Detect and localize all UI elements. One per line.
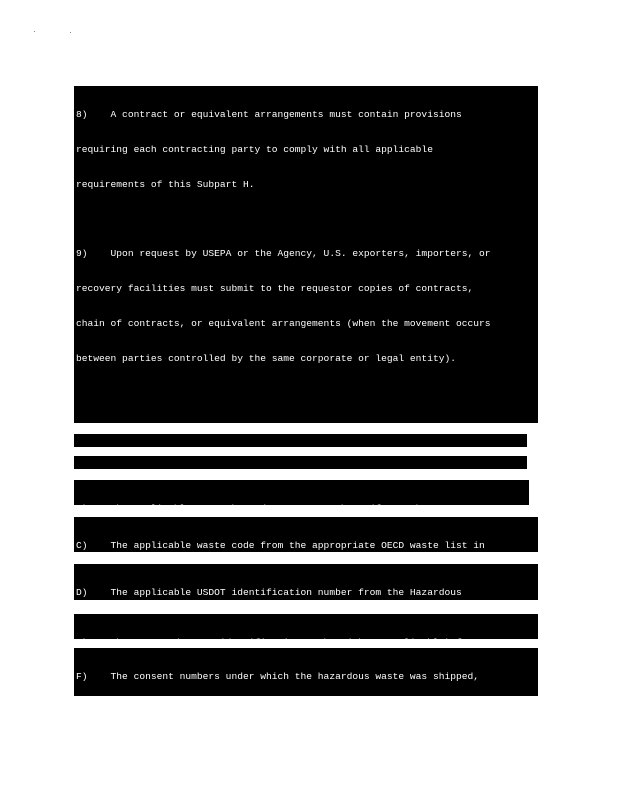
- item-f-line: F) The consent numbers under which the hazardous waste was shipped,: [76, 671, 480, 683]
- text-block-item-b: [74, 480, 529, 505]
- item-c-line: C) The applicable waste code from the appropriate OECD waste list in: [76, 540, 485, 552]
- text-block-item-c: [74, 517, 538, 552]
- para-9-line: 9) Upon request by USEPA or the Agency, U.S. exporters, importers, or: [76, 248, 491, 260]
- scan-speck: [70, 32, 71, 33]
- para-9-line: recovery facilities must submit to the requestor copies of contracts,: [76, 283, 474, 295]
- text-block-item-4: [74, 434, 527, 447]
- scan-speck: [34, 31, 35, 32]
- text-block-item-e: [74, 614, 538, 639]
- para-8-line: 8) A contract or equivalent arrangements must contain provisions: [76, 109, 462, 121]
- item-b-line: [76, 503, 526, 505]
- paragraph-gap: [76, 387, 535, 399]
- text-block-main: [74, 86, 538, 423]
- paragraph-gap: [76, 214, 535, 226]
- para-8-line: requiring each contracting party to comply with all applicable: [76, 143, 433, 155]
- text-block-item-f: [74, 648, 538, 696]
- text-block-item-d: [74, 564, 538, 600]
- text-block-item-a: [74, 456, 527, 469]
- scan-specks: [30, 28, 90, 38]
- para-9-line: chain of contracts, or equivalent arrangements (when the movement occurs: [76, 317, 491, 329]
- item-d-line: D) The applicable USDOT identification number from the Hazardous: [76, 587, 462, 599]
- item-e-line: [76, 637, 535, 639]
- para-g-line: [76, 422, 535, 423]
- para-8-line: requirements of this Subpart H.: [76, 178, 255, 190]
- para-9-line: between parties controlled by the same corporate or legal entity).: [76, 352, 456, 364]
